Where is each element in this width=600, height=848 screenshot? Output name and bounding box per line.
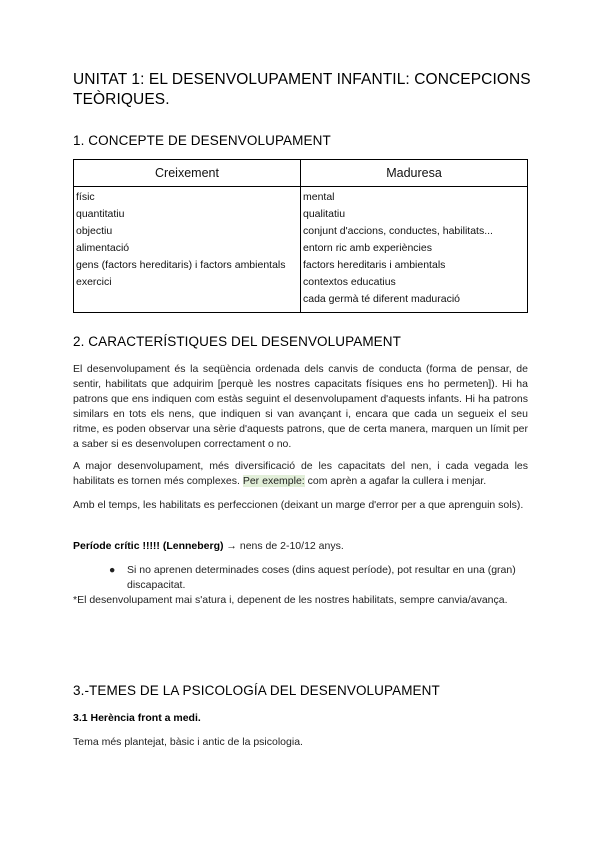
list-item: mental <box>303 191 335 203</box>
page-title: UNITAT 1: EL DESENVOLUPAMENT INFANTIL: CONCEPCIONS TEÒRIQUES. <box>73 71 531 108</box>
critical-period-line <box>73 539 528 554</box>
list-item: exercici <box>76 276 112 288</box>
section-3-paragraph-1: Tema més plantejat, bàsic i antic de la psicologia. <box>73 736 303 748</box>
note-paragraph: *El desenvolupament mai s'atura i, depenent de les nostres habilitats, sempre canvia/avança. <box>73 594 508 606</box>
list-item: alimentació <box>76 242 130 254</box>
list-item: contextos educatius <box>303 276 396 288</box>
table-cell-maduresa <box>301 187 528 313</box>
table-row <box>74 187 528 313</box>
list-item: entorn ric amb experiències <box>303 242 432 254</box>
paragraph-text: com aprèn a agafar la cullera i menjar. <box>304 475 487 487</box>
highlighted-text: Per exemple: <box>242 475 305 487</box>
critical-period-label: Període crític !!!!! (Lenneberg) <box>73 540 224 552</box>
bullet-text: Si no aprenen determinades coses (dins aquest període), pot resultar en una (gran) discapacitat. <box>127 564 516 591</box>
list-item: conjunt d'accions, conductes, habilitats... <box>303 225 493 237</box>
list-item: factors hereditaris i ambientals <box>303 259 446 271</box>
list-item: gens (factors hereditaris) i factors ambientals <box>76 259 286 271</box>
list-item: qualitatiu <box>303 208 346 220</box>
section-2-paragraph-2 <box>73 459 528 489</box>
list-item: quantitatiu <box>76 208 125 220</box>
critical-period-text: → nens de 2-10/12 anys. <box>223 540 344 552</box>
table-cell-creixement <box>74 187 301 313</box>
paragraph-text: A major desenvolupament, més diversificació de les capacitats del nen, i cada vegada les habilitats es tornen més complexes. <box>73 460 528 487</box>
table-header-row <box>74 160 528 187</box>
comparison-table <box>73 159 528 313</box>
section-2-paragraph-3: Amb el temps, les habilitats es perfeccionen (deixant un marge d'error per a que aprenguin sols). <box>73 499 524 511</box>
section-3-heading: 3.-TEMES DE LA PSICOLOGÍA DEL DESENVOLUPAMENT <box>73 683 440 698</box>
section-2-paragraph-1: El desenvolupament és la seqüència ordenada dels canvis de conducta (forma de pensar, de sentir, habilitats que adquirim [perquè les nostres capacitats físiques ens ho permeten]). Hi ha patrons que ens indiquen com estàs seguint el desenvolupament d'aquests infants. Hi ha patrons similars en tots els nens, que indiquen si van avançant i, encara que cada un segueix el seu ritme, es poden observar una sèrie d'aquests patrons, que de certa manera, marquen un límit per a saber si es desenvolupen correctament o no. <box>73 363 528 450</box>
section-1-heading: 1. CONCEPTE DE DESENVOLUPAMENT <box>73 133 331 148</box>
list-item: cada germà té diferent maduració <box>303 293 461 305</box>
bullet-icon: ● <box>109 564 116 576</box>
table-header-maduresa: Maduresa <box>301 160 528 187</box>
list-item: físic <box>76 191 95 203</box>
list-item: objectiu <box>76 225 113 237</box>
table-header-creixement: Creixement <box>74 160 301 187</box>
subsection-3-1-heading: 3.1 Herència front a medi. <box>73 712 201 724</box>
section-2-heading: 2. CARACTERÍSTIQUES DEL DESENVOLUPAMENT <box>73 334 401 349</box>
